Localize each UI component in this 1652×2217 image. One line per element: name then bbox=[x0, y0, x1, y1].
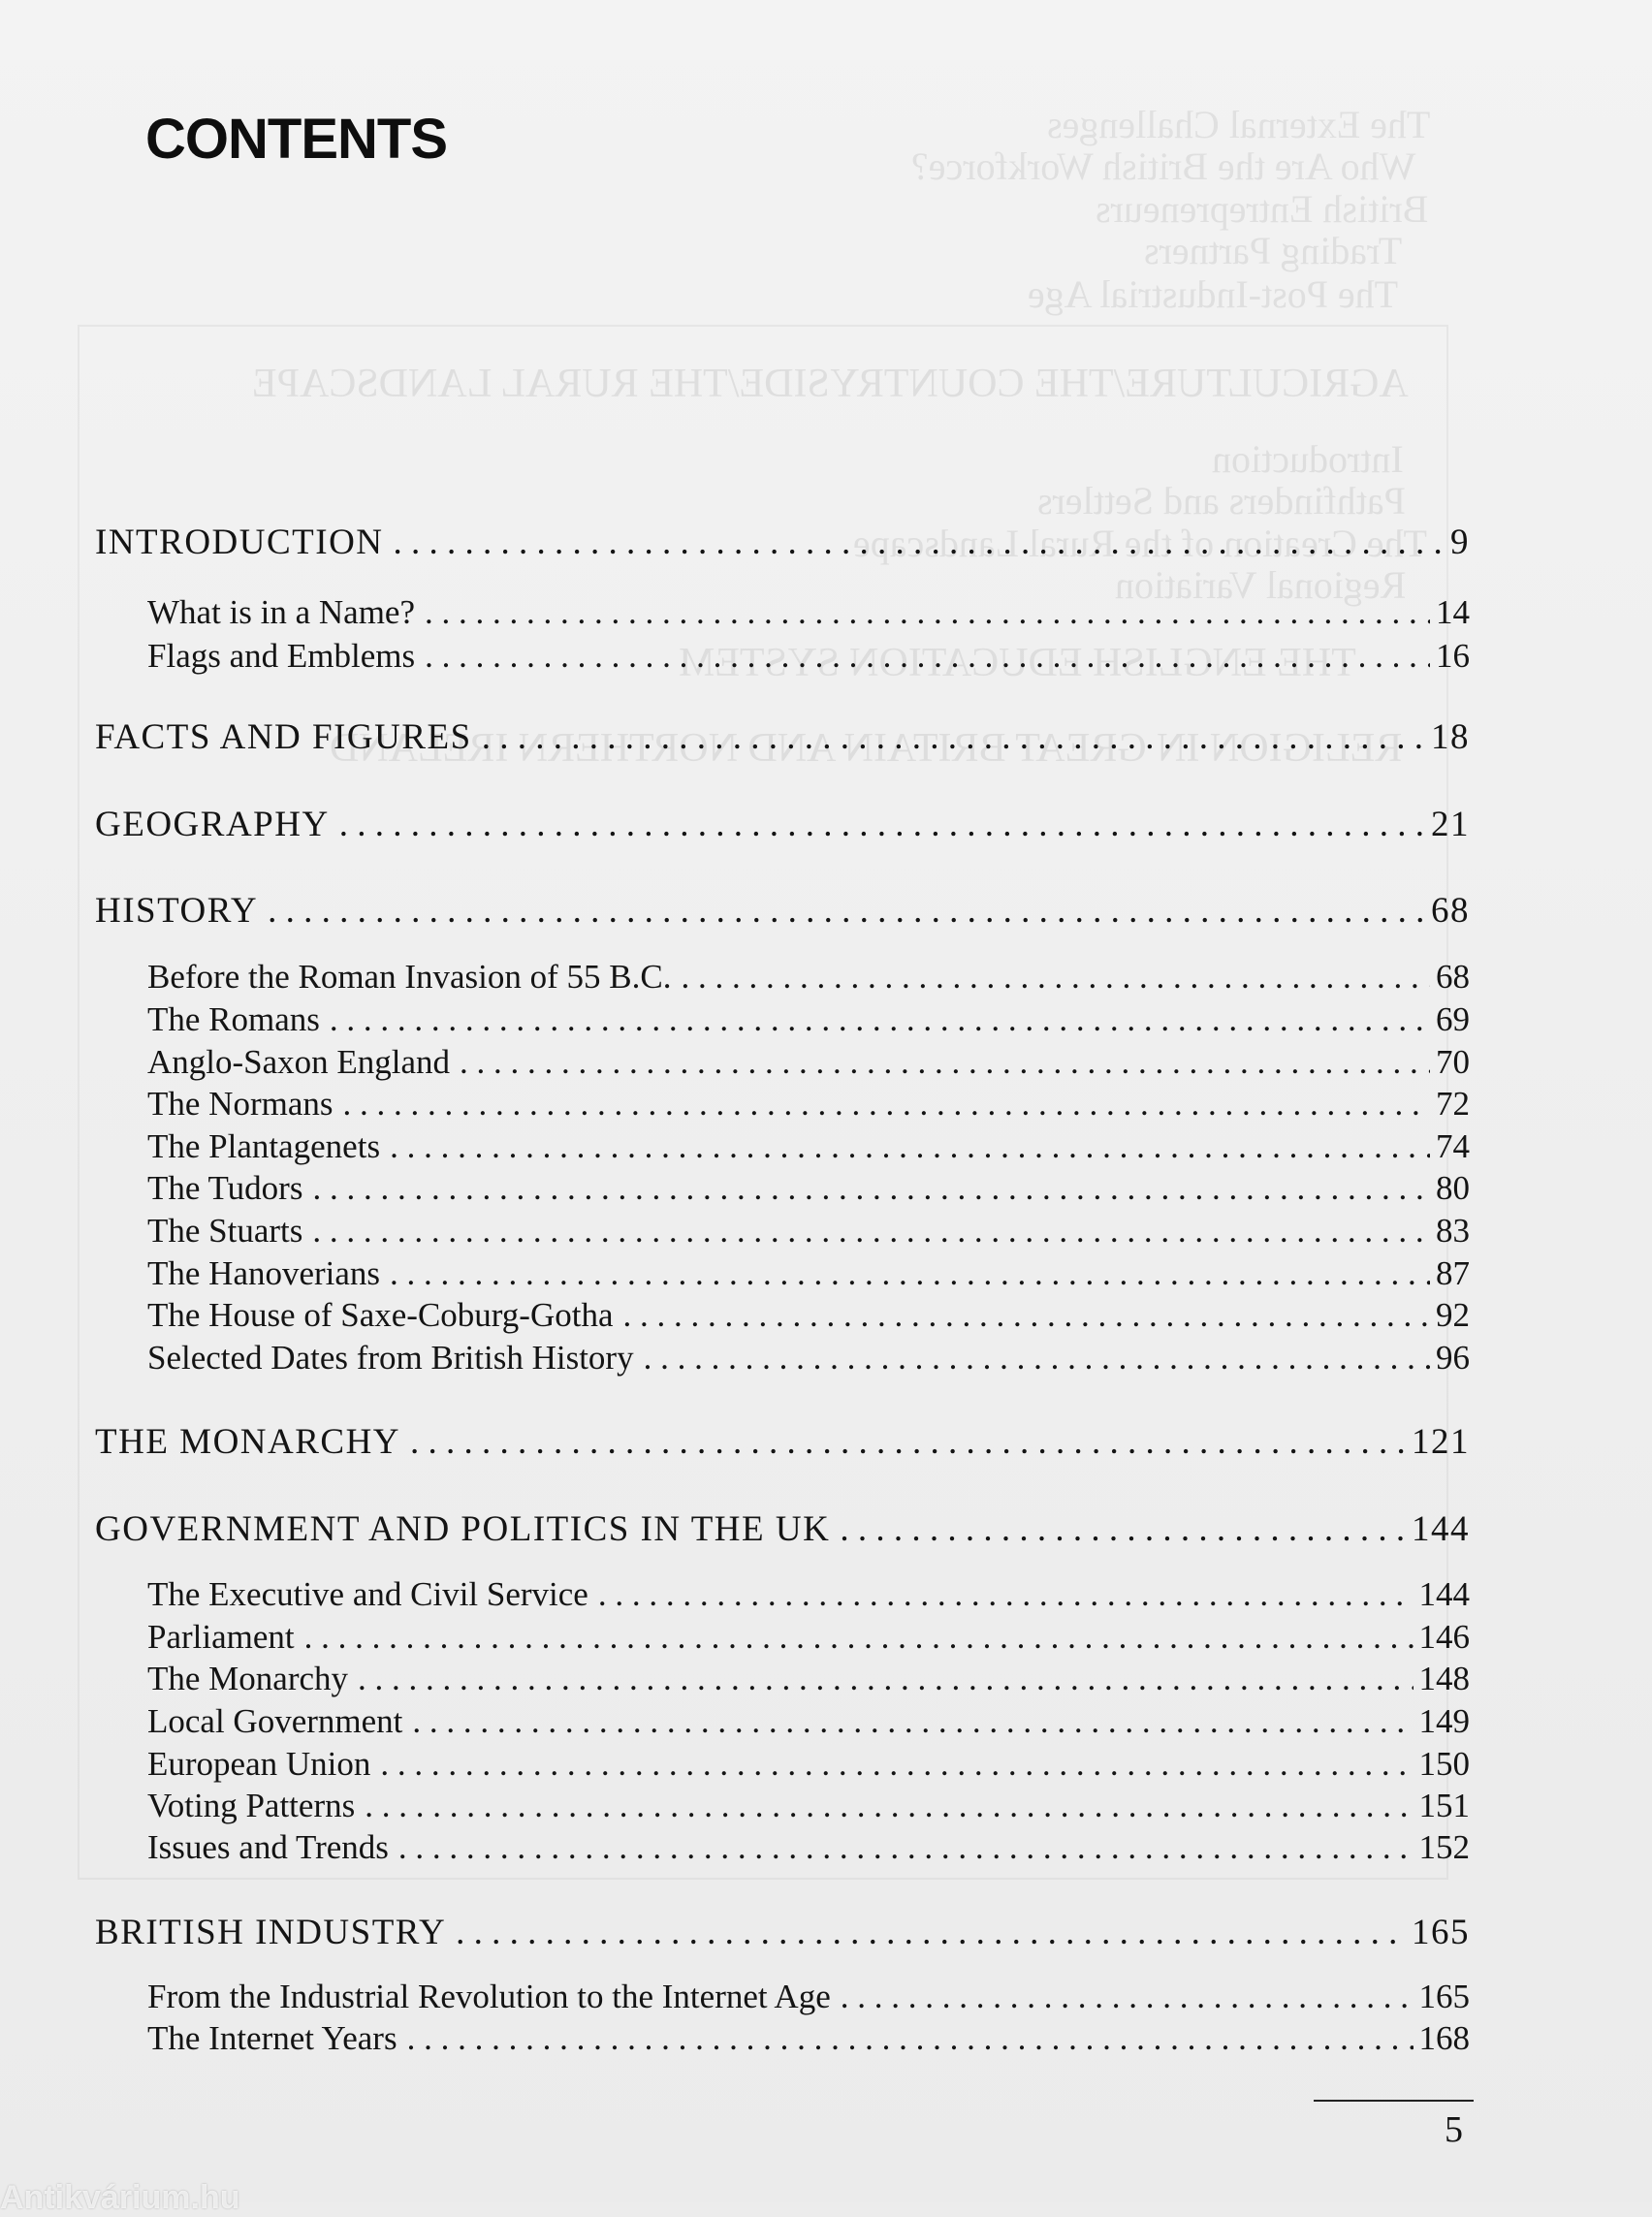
show-through-line: The External Challenges bbox=[1047, 103, 1431, 146]
toc-section-label: BRITISH INDUSTRY bbox=[95, 1913, 447, 1952]
toc-subsection bbox=[147, 1660, 1470, 1704]
toc-subsection bbox=[147, 1085, 1470, 1129]
toc-subsection-page-number: 69 bbox=[1436, 1000, 1470, 1038]
toc-section-page-number: 144 bbox=[1412, 1509, 1470, 1549]
toc-subsection-label: Before the Roman Invasion of 55 B.C. bbox=[147, 958, 672, 996]
dot-leader bbox=[681, 958, 1430, 997]
toc-section-page-number: 21 bbox=[1431, 805, 1470, 844]
toc-subsection-page-number: 150 bbox=[1418, 1745, 1470, 1783]
show-through-line: British Entrepreneurs bbox=[1096, 187, 1429, 231]
dot-leader bbox=[425, 637, 1430, 676]
toc-section bbox=[95, 716, 1470, 761]
toc-subsection-page-number: 74 bbox=[1436, 1127, 1470, 1165]
toc-subsection-label: European Union bbox=[147, 1745, 371, 1783]
show-through-line: Regional Variation bbox=[1115, 563, 1407, 607]
toc-subsection bbox=[147, 637, 1470, 681]
show-through-line: THE ENGLISH EDUCATION SYSTEM bbox=[679, 641, 1356, 685]
toc-subsection-page-number: 152 bbox=[1418, 1828, 1470, 1866]
show-through-line: Who Are the British Workforce? bbox=[911, 144, 1416, 188]
toc-subsection bbox=[147, 1745, 1470, 1789]
toc-section-page-number: 68 bbox=[1431, 891, 1470, 931]
toc-subsection bbox=[147, 958, 1470, 1002]
dot-leader bbox=[330, 1000, 1430, 1039]
toc-section-label: INTRODUCTION bbox=[95, 523, 384, 562]
dot-leader bbox=[482, 716, 1425, 758]
show-through-line: Trading Partners bbox=[1144, 229, 1403, 272]
toc-subsection bbox=[147, 1169, 1470, 1214]
dot-leader bbox=[390, 1127, 1430, 1166]
toc-subsection-label: The House of Saxe-Coburg-Gotha bbox=[147, 1296, 614, 1334]
toc-subsection-page-number: 148 bbox=[1418, 1660, 1470, 1697]
toc-subsection bbox=[147, 593, 1470, 638]
dot-leader bbox=[425, 593, 1430, 632]
dot-leader bbox=[841, 1978, 1414, 2016]
page-title: CONTENTS bbox=[145, 108, 447, 171]
toc-subsection-page-number: 14 bbox=[1436, 593, 1470, 631]
toc-subsection-page-number: 80 bbox=[1436, 1169, 1470, 1207]
dot-leader bbox=[460, 1043, 1430, 1082]
toc-subsection bbox=[147, 1828, 1470, 1873]
toc-section-page-number: 9 bbox=[1450, 523, 1470, 562]
toc-subsection-page-number: 72 bbox=[1436, 1085, 1470, 1123]
toc-subsection bbox=[147, 1000, 1470, 1045]
toc-subsection-label: Anglo-Saxon England bbox=[147, 1043, 451, 1081]
dot-leader bbox=[390, 1254, 1430, 1293]
toc-subsection bbox=[147, 1618, 1470, 1663]
dot-leader bbox=[456, 1912, 1406, 1953]
folio-rule bbox=[1314, 2100, 1474, 2102]
toc-subsection-page-number: 83 bbox=[1436, 1212, 1470, 1250]
toc-section-label: FACTS AND FIGURES bbox=[95, 717, 472, 757]
toc-subsection bbox=[147, 1043, 1470, 1088]
toc-section-label: HISTORY bbox=[95, 891, 259, 931]
show-through-line: The Post-Industrial Age bbox=[1028, 272, 1399, 316]
dot-leader bbox=[410, 1421, 1406, 1463]
toc-subsection-label: The Normans bbox=[147, 1085, 334, 1123]
dot-leader bbox=[407, 2019, 1414, 2058]
toc-section-page-number: 121 bbox=[1412, 1422, 1470, 1462]
page-number: 5 bbox=[1445, 2109, 1463, 2150]
toc-subsection-label: The Plantagenets bbox=[147, 1127, 381, 1165]
dot-leader bbox=[268, 890, 1425, 932]
dot-leader bbox=[312, 1169, 1430, 1208]
toc-section-page-number: 165 bbox=[1412, 1913, 1470, 1952]
toc-section-label: GEOGRAPHY bbox=[95, 805, 330, 844]
toc-subsection-label: The Monarchy bbox=[147, 1660, 349, 1697]
dot-leader bbox=[644, 1339, 1430, 1378]
dot-leader bbox=[304, 1618, 1414, 1657]
toc-subsection bbox=[147, 2019, 1470, 2064]
toc-subsection bbox=[147, 1787, 1470, 1831]
toc-subsection-page-number: 87 bbox=[1436, 1254, 1470, 1292]
toc-subsection bbox=[147, 1702, 1470, 1747]
toc-subsection-page-number: 96 bbox=[1436, 1339, 1470, 1377]
toc-subsection-page-number: 68 bbox=[1436, 958, 1470, 996]
dot-leader bbox=[623, 1296, 1431, 1335]
toc-section bbox=[95, 890, 1470, 934]
toc-section bbox=[95, 1421, 1470, 1466]
toc-subsection-page-number: 165 bbox=[1418, 1978, 1470, 2015]
toc-subsection-label: Flags and Emblems bbox=[147, 637, 416, 675]
toc-subsection-label: Issues and Trends bbox=[147, 1828, 389, 1866]
toc-subsection-label: From the Industrial Revolution to the Internet Age bbox=[147, 1978, 831, 2015]
dot-leader bbox=[412, 1702, 1413, 1741]
toc-section bbox=[95, 804, 1470, 848]
toc-subsection bbox=[147, 1575, 1470, 1620]
show-through-line: AGRICULTURE/THE COUNTRYSIDE/THE RURAL LANDSCAPE bbox=[252, 362, 1409, 406]
toc-subsection bbox=[147, 1254, 1470, 1299]
toc-subsection-page-number: 70 bbox=[1436, 1043, 1470, 1081]
toc-subsection-label: The Executive and Civil Service bbox=[147, 1575, 588, 1613]
toc-section-label: THE MONARCHY bbox=[95, 1422, 401, 1462]
dot-leader bbox=[339, 804, 1425, 845]
toc-subsection-page-number: 168 bbox=[1418, 2019, 1470, 2057]
dot-leader bbox=[840, 1508, 1406, 1550]
dot-leader bbox=[394, 522, 1445, 563]
dot-leader bbox=[398, 1828, 1414, 1867]
show-through-line: Introduction bbox=[1212, 437, 1404, 481]
toc-subsection-label: Voting Patterns bbox=[147, 1787, 356, 1824]
toc-subsection-label: Local Government bbox=[147, 1702, 403, 1740]
toc-subsection bbox=[147, 1296, 1470, 1341]
dot-leader bbox=[312, 1212, 1430, 1251]
toc-subsection-page-number: 144 bbox=[1418, 1575, 1470, 1613]
toc-subsection-page-number: 92 bbox=[1436, 1296, 1470, 1334]
watermark-text: Antikvárium.hu bbox=[0, 2179, 240, 2216]
toc-subsection-label: The Stuarts bbox=[147, 1212, 303, 1250]
show-through-line: RELIGION IN GREAT BRITAIN AND NORTHERN IRELAND bbox=[330, 726, 1403, 771]
show-through-line: The Creation of the Rural Landscape bbox=[853, 522, 1427, 565]
toc-subsection-label: Selected Dates from British History bbox=[147, 1339, 634, 1377]
toc-subsection bbox=[147, 1339, 1470, 1383]
toc-subsection bbox=[147, 1978, 1470, 2022]
toc-subsection bbox=[147, 1212, 1470, 1256]
show-through-line: Pathfinders and Settlers bbox=[1037, 479, 1406, 523]
toc-subsection-page-number: 16 bbox=[1436, 637, 1470, 675]
dot-leader bbox=[358, 1660, 1413, 1698]
toc-subsection bbox=[147, 1127, 1470, 1172]
dot-leader bbox=[342, 1085, 1430, 1124]
toc-subsection-label: The Hanoverians bbox=[147, 1254, 381, 1292]
toc-section bbox=[95, 1508, 1470, 1553]
toc-section bbox=[95, 1912, 1470, 1956]
toc-subsection-label: The Romans bbox=[147, 1000, 320, 1038]
toc-section-page-number: 18 bbox=[1431, 717, 1470, 757]
toc-subsection-page-number: 149 bbox=[1418, 1702, 1470, 1740]
dot-leader bbox=[598, 1575, 1414, 1614]
toc-section bbox=[95, 522, 1470, 566]
dot-leader bbox=[365, 1787, 1413, 1825]
toc-subsection-page-number: 151 bbox=[1418, 1787, 1470, 1824]
toc-subsection-label: The Internet Years bbox=[147, 2019, 397, 2057]
toc-subsection-page-number: 146 bbox=[1418, 1618, 1470, 1656]
toc-subsection-label: The Tudors bbox=[147, 1169, 303, 1207]
toc-subsection-label: What is in a Name? bbox=[147, 593, 416, 631]
toc-section-label: GOVERNMENT AND POLITICS IN THE UK bbox=[95, 1509, 831, 1549]
dot-leader bbox=[380, 1745, 1413, 1784]
toc-subsection-label: Parliament bbox=[147, 1618, 295, 1656]
